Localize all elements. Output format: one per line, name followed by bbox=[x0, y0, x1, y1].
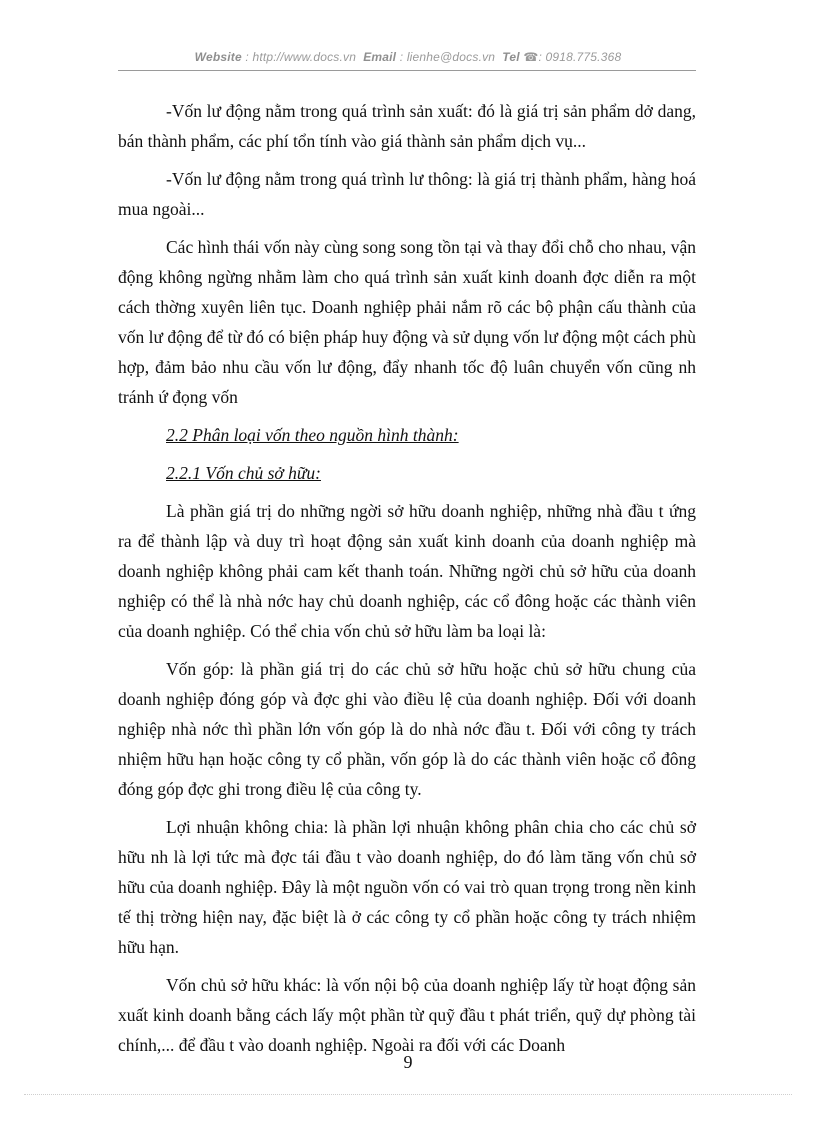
paragraph-working-capital-production: -Vốn lư động nằm trong quá trình sản xuất: đó là giá trị sản phẩm dở dang, bán thành phẩm, các phí tổn tính vào giá thành sản phẩm dịch vụ... bbox=[118, 101, 696, 151]
paragraph-owner-equity: Là phần giá trị do những ngời sở hữu doanh nghiệp, những nhà đầu t ứng ra để thành lập và duy trì hoạt động sản xuất kinh doanh của doanh nghiệp mà doanh nghiệp không phải cam kết thanh toán. Những ngời chủ sở hữu của doanh nghiệp có thể là nhà nớc hay chủ doanh nghiệp, các cổ đông hoặc các thành viên của doanh nghiệp. Có thể chia vốn chủ sở hữu làm ba loại là: bbox=[118, 501, 696, 641]
paragraph-retained-earnings: Lợi nhuận không chia: là phần lợi nhuận không phân chia cho các chủ sở hữu nh là lợi tức mà đợc tái đầu t vào doanh nghiệp, do đó làm tăng vốn chủ sở hữu của doanh nghiệp. Đây là một nguồn vốn có vai trò quan trọng trong nền kinh tế thị trờng hiện nay, đặc biệt là ở các công ty cổ phần hoặc công ty trách nhiệm hữu hạn. bbox=[118, 817, 696, 957]
website-label: Website bbox=[194, 50, 242, 64]
section-heading-2-2-1: 2.2.1 Vốn chủ sở hữu: bbox=[166, 463, 321, 483]
email-value: : lienhe@docs.vn bbox=[399, 50, 496, 64]
page-header bbox=[0, 50, 816, 64]
paragraph-capital-forms: Các hình thái vốn này cùng song song tồn tại và thay đổi chỗ cho nhau, vận động không ngừng nhằm làm cho quá trình sản xuất kinh doanh đợc diễn ra một cách thờng xuyên liên tục. Doanh nghiệp phải nắm rõ các bộ phận cấu thành của vốn lư động để từ đó có biện pháp huy động và sử dụng vốn lư động một cách phù hợp, đảm bảo nhu cầu vốn lư động, đẩy nhanh tốc độ luân chuyển vốn cũng nh tránh ứ đọng vốn bbox=[118, 237, 696, 407]
paragraph-contributed-capital: Vốn góp: là phần giá trị do các chủ sở hữu hoặc chủ sở hữu chung của doanh nghiệp đóng góp và đợc ghi vào điều lệ của doanh nghiệp. Đối với doanh nghiệp nhà nớc thì phần lớn vốn góp là do nhà nớc đầu t. Đối với công ty trách nhiệm hữu hạn hoặc công ty cổ phần, vốn góp là do các thành viên hoặc cổ đông đóng góp đợc ghi trong điều lệ của công ty. bbox=[118, 659, 696, 799]
email-label: Email bbox=[363, 50, 397, 64]
paragraph-working-capital-circulation: -Vốn lư động nằm trong quá trình lư thông: là giá trị thành phẩm, hàng hoá mua ngoài... bbox=[118, 169, 696, 219]
document-body bbox=[118, 96, 696, 1068]
tel-value: ☎: 0918.775.368 bbox=[523, 50, 622, 64]
website-value: : http://www.docs.vn bbox=[245, 50, 357, 64]
section-heading-2-2: 2.2 Phân loại vốn theo nguồn hình thành: bbox=[166, 425, 459, 445]
paragraph-other-equity: Vốn chủ sở hữu khác: là vốn nội bộ của doanh nghiệp lấy từ hoạt động sản xuất kinh doanh bằng cách lấy một phần từ quỹ đầu t phát triển, quỹ dự phòng tài chính,... để đầu t vào doanh nghiệp. Ngoài ra đối với các Doanh bbox=[118, 975, 696, 1055]
footer-divider bbox=[24, 1094, 792, 1095]
tel-label: Tel bbox=[502, 50, 520, 64]
header-divider bbox=[118, 70, 696, 71]
page-number: 9 bbox=[403, 1052, 413, 1072]
